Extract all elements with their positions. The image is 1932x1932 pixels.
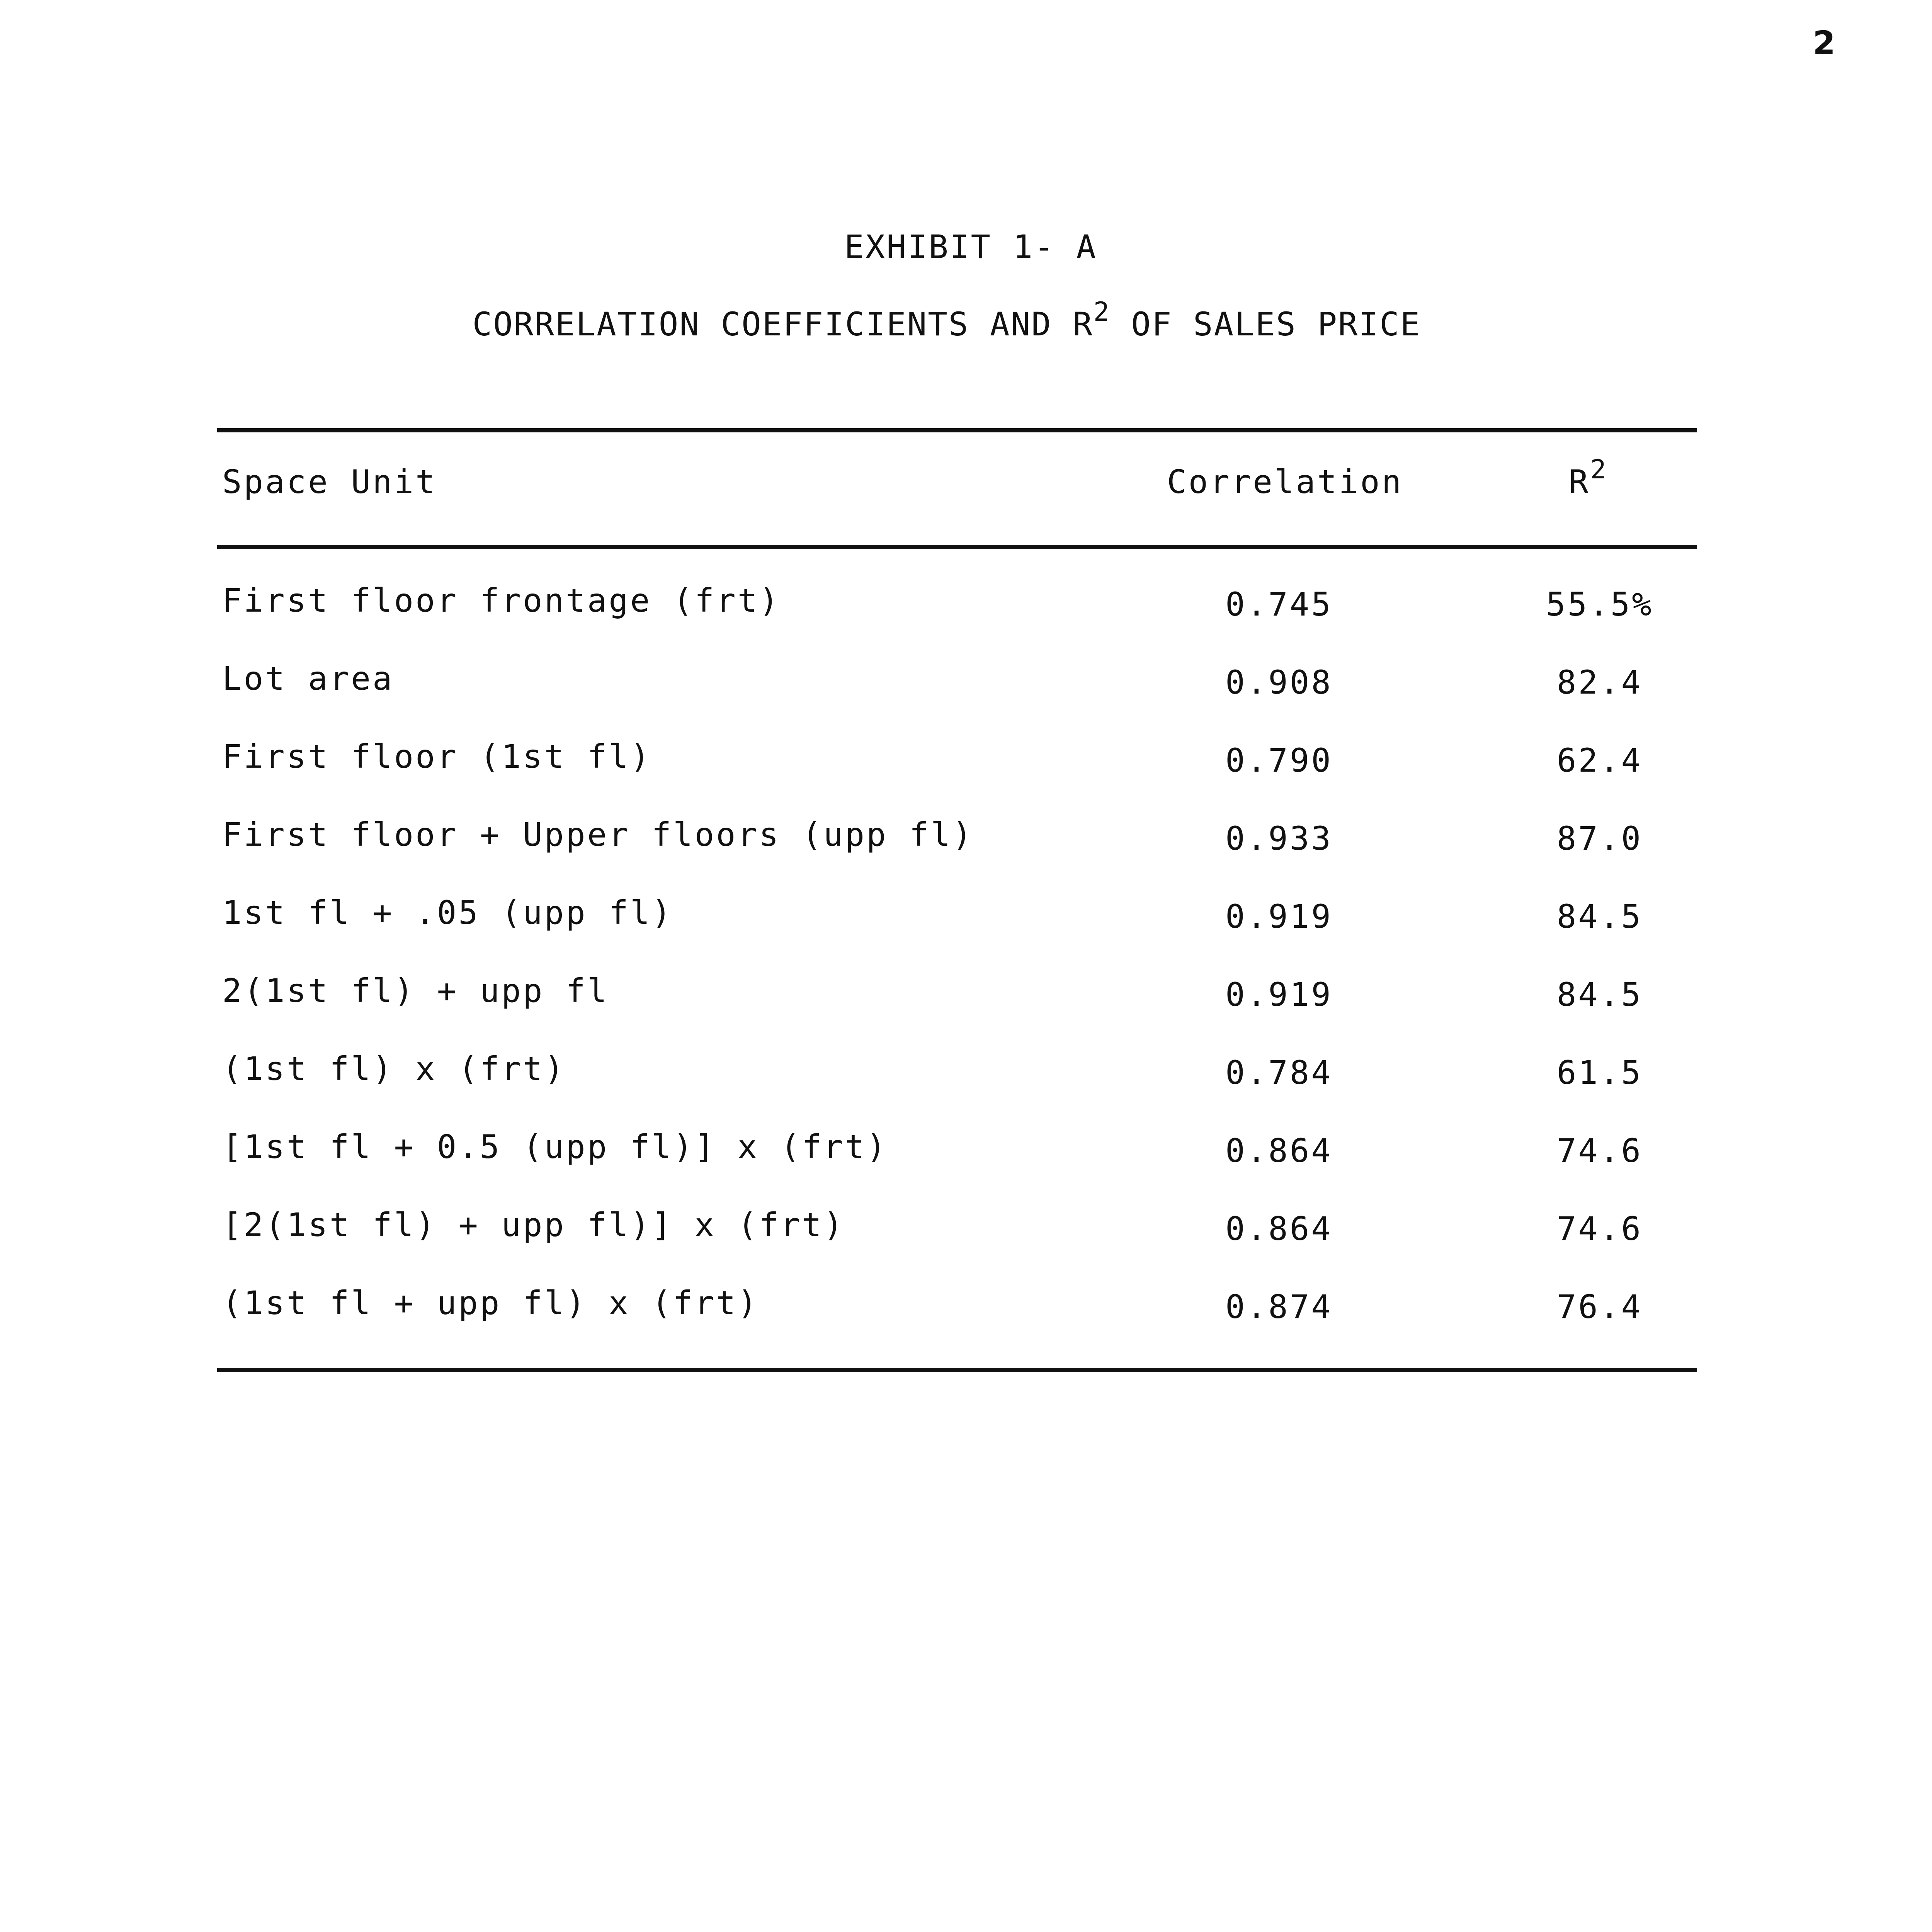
cell-correlation: 0.919 xyxy=(1225,976,1333,1014)
exhibit-subtitle-superscript: 2 xyxy=(1093,297,1111,327)
table-row xyxy=(0,972,1932,1050)
table-header-row xyxy=(0,454,1932,513)
cell-r-squared: 61.5 xyxy=(1556,1054,1643,1092)
cell-correlation: 0.784 xyxy=(1225,1054,1333,1092)
cell-correlation: 0.933 xyxy=(1225,820,1333,857)
cell-r-squared: 84.5 xyxy=(1556,976,1643,1014)
table-row xyxy=(0,660,1932,738)
cell-space-unit: First floor (1st fl) xyxy=(222,738,652,776)
cell-space-unit: First floor + Upper floors (upp fl) xyxy=(222,816,974,854)
cell-correlation: 0.874 xyxy=(1225,1288,1333,1326)
cell-correlation: 0.864 xyxy=(1225,1132,1333,1170)
header-r-squared-base: R xyxy=(1569,463,1590,501)
cell-r-squared: 55.5% xyxy=(1546,585,1653,623)
header-space-unit: Space Unit xyxy=(222,463,437,501)
cell-r-squared: 76.4 xyxy=(1556,1288,1643,1326)
cell-space-unit: [2(1st fl) + upp fl)] x (frt) xyxy=(222,1206,845,1244)
table-row xyxy=(0,1128,1932,1206)
cell-r-squared: 82.4 xyxy=(1556,663,1643,701)
cell-space-unit: 1st fl + .05 (upp fl) xyxy=(222,894,673,932)
table-row xyxy=(0,1206,1932,1284)
cell-correlation: 0.919 xyxy=(1225,898,1333,935)
header-correlation: Correlation xyxy=(1167,463,1403,501)
cell-r-squared: 74.6 xyxy=(1556,1210,1643,1248)
table-row xyxy=(0,1284,1932,1362)
cell-correlation: 0.745 xyxy=(1225,585,1333,623)
exhibit-subtitle-text: CORRELATION COEFFICIENTS AND R xyxy=(472,305,1094,343)
cell-space-unit: Lot area xyxy=(222,660,394,697)
cell-space-unit: First floor frontage (frt) xyxy=(222,582,781,619)
exhibit-subtitle xyxy=(0,297,1893,343)
table-row xyxy=(0,894,1932,972)
exhibit-title: EXHIBIT 1- A xyxy=(844,228,1097,266)
cell-r-squared: 84.5 xyxy=(1556,898,1643,935)
table-header-rule xyxy=(217,545,1697,549)
cell-space-unit: [1st fl + 0.5 (upp fl)] x (frt) xyxy=(222,1128,888,1166)
table-row xyxy=(0,582,1932,660)
header-r-squared xyxy=(1569,454,1608,501)
table-bottom-rule xyxy=(217,1368,1697,1372)
table-body xyxy=(0,582,1932,1362)
cell-correlation: 0.790 xyxy=(1225,742,1333,779)
cell-space-unit: (1st fl) x (frt) xyxy=(222,1050,566,1088)
cell-r-squared: 74.6 xyxy=(1556,1132,1643,1170)
header-r-squared-superscript: 2 xyxy=(1590,454,1608,485)
cell-r-squared: 87.0 xyxy=(1556,820,1643,857)
table-row xyxy=(0,1050,1932,1128)
page-number: 2 xyxy=(1813,24,1835,62)
cell-space-unit: 2(1st fl) + upp fl xyxy=(222,972,609,1010)
table-top-rule xyxy=(217,428,1697,432)
cell-space-unit: (1st fl + upp fl) x (frt) xyxy=(222,1284,759,1322)
table-row xyxy=(0,738,1932,816)
cell-r-squared: 62.4 xyxy=(1556,742,1643,779)
table-row xyxy=(0,816,1932,894)
cell-correlation: 0.864 xyxy=(1225,1210,1333,1248)
exhibit-subtitle-text-end: OF SALES PRICE xyxy=(1110,305,1421,343)
cell-correlation: 0.908 xyxy=(1225,663,1333,701)
